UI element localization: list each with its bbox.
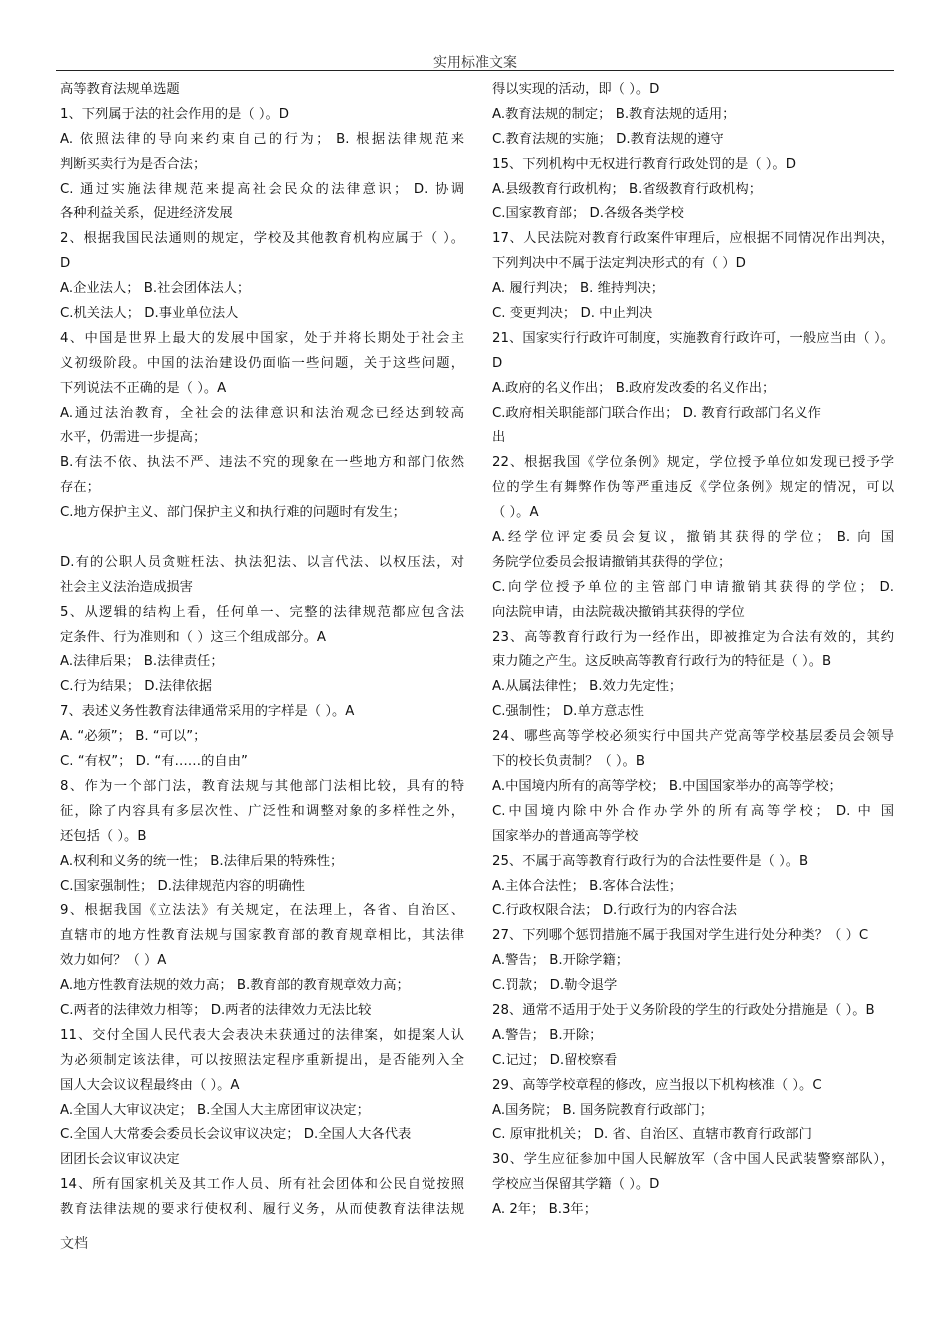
text-line: 定条件、行为准则和（ ）这三个组成部分。A	[60, 629, 326, 645]
text-line: C. “有权”； D. “有……的自由”	[60, 754, 248, 770]
text-line: A.地方性教育法规的效力高； B.教育部的教育规章效力高；	[60, 978, 410, 994]
text-line: 14、所有国家机关及其工作人员、所有社会团体和公民自觉按照	[60, 1177, 464, 1193]
text-line: A.国务院； B. 国务院教育行政部门；	[492, 1102, 714, 1118]
header-divider	[56, 70, 894, 71]
text-line: A.中国境内所有的高等学校； B.中国国家举办的高等学校；	[492, 778, 842, 794]
text-line: A.法律后果； B.法律责任；	[60, 654, 224, 670]
text-line: 直辖市的地方性教育法规与国家教育部的教育规章相比，其法律	[60, 928, 464, 944]
text-line: A.全国人大审议决定； B.全国人大主席团审议决定；	[60, 1102, 370, 1118]
text-line: B.有法不依、执法不严、违法不究的现象在一些地方和部门依然	[60, 455, 464, 471]
text-line: 向法院申请，由法院裁决撤销其获得的学位	[492, 604, 745, 620]
page-header: 实用标准文案	[433, 55, 517, 71]
text-line: 11、交付全国人民代表大会表决未获通过的法律案，如提案人认	[60, 1027, 464, 1043]
text-line: A. “必须”； B. “可以”；	[60, 729, 207, 745]
text-line: C.政府相关职能部门联合作出； D. 教育行政部门名义作	[492, 405, 821, 421]
right-column	[492, 78, 894, 1223]
page-footer: 文档	[60, 1236, 88, 1252]
text-line: C. 通过实施法律规范来提高社会民众的法律意识； D. 协调	[60, 181, 464, 197]
text-line: D	[60, 256, 71, 272]
text-line: C.行政权限合法； D.行政行为的内容合法	[492, 903, 737, 919]
text-line: 征，除了内容具有多层次性、广泛性和调整对象的多样性之外，	[60, 803, 464, 819]
text-line: 团团长会议审议决定	[60, 1152, 180, 1168]
left-column	[60, 78, 464, 1223]
text-line: C. 变更判决； D. 中止判决	[492, 306, 653, 322]
text-line: 17、人民法院对教育行政案件审理后，应根据不同情况作出判决，	[492, 231, 894, 247]
text-line: A.通过法治教育，全社会的法律意识和法治观念已经达到较高	[60, 405, 464, 421]
text-line: C.机关法人； D.事业单位法人	[60, 306, 239, 322]
text-line: 28、通常不适用于处于义务阶段的学生的行政处分措施是（ ）。B	[492, 1002, 875, 1018]
text-line: 下的校长负责制？（ ）。B	[492, 754, 645, 770]
text-line: 下列判决中不属于法定判决形式的有（ ）D	[492, 256, 746, 272]
text-line: 各种利益关系，促进经济发展	[60, 206, 233, 222]
text-line: 27、下列哪个惩罚措施不属于我国对学生进行处分种类？（ ）C	[492, 928, 869, 944]
text-line: A.从属法律性； B.效力先定性；	[492, 679, 683, 695]
text-line: C.罚款； D.勒令退学	[492, 978, 618, 994]
text-line: C.地方保护主义、部门保护主义和执行难的问题时有发生；	[60, 505, 406, 521]
text-line: C.强制性； D.单方意志性	[492, 704, 644, 720]
text-line: 7、表述义务性教育法律通常采用的字样是（ ）。A	[60, 704, 355, 720]
text-line: A.企业法人； B.社会团体法人；	[60, 281, 251, 297]
text-line: C.国家教育部； D.各级各类学校	[492, 206, 684, 222]
text-line: 9、根据我国《立法法》有关规定，在法理上，各省、自治区、	[60, 903, 464, 919]
text-line: C.记过； D.留校察看	[492, 1052, 618, 1068]
text-line: 2、根据我国民法通则的规定，学校及其他教育机构应属于（ ）。	[60, 231, 464, 247]
text-line: 义初级阶段。中国的法治建设仍面临一些问题，关于这些问题，	[60, 355, 464, 371]
text-line: 存在；	[60, 480, 100, 496]
text-line	[60, 526, 464, 551]
text-line: 国家举办的普通高等学校	[492, 828, 639, 844]
text-line: 还包括（ ）。B	[60, 828, 147, 844]
text-line: 23、高等教育行政行为一经作出，即被推定为合法有效的，其约	[492, 629, 894, 645]
text-line: A.教育法规的制定； B.教育法规的适用；	[492, 106, 736, 122]
text-line: A.县级教育行政机构； B.省级教育行政机构；	[492, 181, 763, 197]
text-line: 出	[492, 430, 506, 446]
text-line: A. 2年； B.3年；	[492, 1202, 597, 1218]
text-line: 21、国家实行行政许可制度，实施教育行政许可，一般应当由（ ）。	[492, 330, 894, 346]
text-line: A.警告； B.开除学籍；	[492, 953, 630, 969]
text-line: 效力如何？（ ）A	[60, 953, 167, 969]
text-line: 24、哪些高等学校必须实行中国共产党高等学校基层委员会领导	[492, 729, 894, 745]
text-line: 4、中国是世界上最大的发展中国家，处于并将长期处于社会主	[60, 330, 464, 346]
text-line: C.全国人大常委会委员长会议审议决定； D.全国人大各代表	[60, 1127, 412, 1143]
text-line: 国人大会议议程最终由（ ）。A	[60, 1077, 240, 1093]
text-line: 水平，仍需进一步提高；	[60, 430, 207, 446]
text-line: A.经学位评定委员会复议，撤销其获得的学位； B. 向 国	[492, 530, 894, 546]
text-line: 25、不属于高等教育行政行为的合法性要件是（ ）。B	[492, 853, 809, 869]
text-line: 束力随之产生。这反映高等教育行政行为的特征是（ ）。B	[492, 654, 832, 670]
text-line: 社会主义法治造成损害	[60, 579, 193, 595]
text-line: 得以实现的活动，即（ ）。D	[492, 82, 660, 97]
text-line: 位的学生有舞弊作伪等严重违反《学位条例》规定的情况，可以	[492, 480, 894, 496]
text-line: D	[492, 355, 503, 371]
text-line: 30、学生应征参加中国人民解放军（含中国人民武装警察部队），	[492, 1152, 894, 1168]
text-line: C.行为结果； D.法律依据	[60, 679, 212, 695]
text-line: C.国家强制性； D.法律规范内容的明确性	[60, 878, 305, 894]
text-line: C. 原审批机关； D. 省、自治区、直辖市教育行政部门	[492, 1127, 812, 1143]
text-line: 教育法律法规的要求行使权利、履行义务，从而使教育法律法规	[60, 1202, 464, 1218]
text-line: 学校应当保留其学籍（ ）。D	[492, 1177, 660, 1193]
text-line: 务院学位委员会报请撤销其获得的学位；	[492, 554, 732, 570]
text-line: 高等教育法规单选题	[60, 82, 180, 97]
text-line: 15、下列机构中无权进行教育行政处罚的是（ ）。D	[492, 156, 796, 172]
text-line: D.有的公职人员贪赃枉法、执法犯法、以言代法、以权压法，对	[60, 554, 464, 570]
text-line: A.政府的名义作出； B.政府发改委的名义作出；	[492, 380, 776, 396]
text-line: A.权利和义务的统一性； B.法律后果的特殊性；	[60, 853, 344, 869]
text-line: 1、下列属于法的社会作用的是（ ）。D	[60, 106, 290, 122]
text-line: 5、从逻辑的结构上看，任何单一、完整的法律规范都应包含法	[60, 604, 464, 620]
text-line: A.警告； B.开除；	[492, 1027, 603, 1043]
text-line: 22、根据我国《学位条例》规定，学位授予单位如发现已授予学	[492, 455, 894, 471]
text-line: 判断买卖行为是否合法；	[60, 156, 207, 172]
text-line: C.中国境内除中外合作办学外的所有高等学校； D. 中 国	[492, 803, 894, 819]
text-line: C.教育法规的实施； D.教育法规的遵守	[492, 131, 724, 147]
text-line: 为必须制定该法律，可以按照法定程序重新提出，是否能列入全	[60, 1052, 464, 1068]
text-line: A.主体合法性； B.客体合法性；	[492, 878, 683, 894]
text-line: 29、高等学校章程的修改，应当报以下机构核准（ ）。C	[492, 1077, 822, 1093]
text-line: 8、作为一个部门法，教育法规与其他部门法相比较，具有的特	[60, 778, 464, 794]
text-line: A. 依照法律的导向来约束自己的行为； B. 根据法律规范来	[60, 131, 464, 147]
text-line: C.向学位授予单位的主管部门申请撤销其获得的学位； D.	[492, 579, 894, 595]
text-line: A. 履行判决； B. 维持判决；	[492, 281, 665, 297]
text-line: （ ）。A	[492, 505, 539, 521]
text-line: 下列说法不正确的是（ ）。A	[60, 380, 227, 396]
text-line: C.两者的法律效力相等； D.两者的法律效力无法比较	[60, 1002, 372, 1018]
